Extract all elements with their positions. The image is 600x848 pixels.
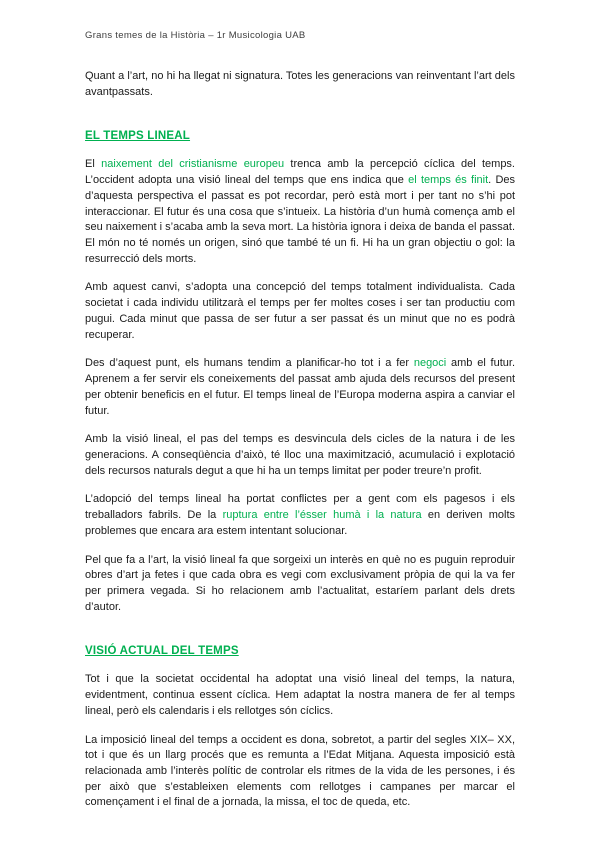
- highlighted-text-run: el temps és finit: [408, 174, 489, 187]
- paragraph: [85, 672, 515, 719]
- text-run: Des d’aquest punt, els humans tendim a planificar-ho tot i a fer: [85, 357, 414, 370]
- text-run: Amb aquest canvi, s’adopta una concepció del temps totalment individualista. Cada societat i cada individu utilitzarà el temps per fer moltes coses i ser tan productiu com pugui. Cada minut que passa de ser futur a ser passat és un minut que no es podrà recuperar.: [85, 281, 515, 341]
- highlighted-text-run: ruptura entre l’ésser humà i la natura: [222, 509, 422, 522]
- paragraph: [85, 553, 515, 616]
- highlighted-text-run: negoci: [413, 357, 447, 370]
- text-run: . Des d’aquesta perspectiva el passat es pot recordar, però està mort i per tant no s’hi pot interaccionar. El futur és una cosa que s’intueix. La història d’un humà comença amb el seu naixement i s’acaba amb la seva mort. La història ignora i deixa de banda el passat. El món no té només un origen, sinó que també té un fi. Hi ha un gran objectiu o gol: la resurrecció dels morts.: [85, 174, 516, 265]
- highlighted-text-run: naixement del cristianisme europeu: [101, 158, 285, 171]
- paragraph: [85, 356, 515, 419]
- paragraph: [85, 280, 515, 343]
- text-run: L’adopció del temps lineal ha portat conflictes per a gent com els pagesos i els treballadors fabrils. De la: [85, 493, 515, 522]
- paragraph: [85, 432, 515, 479]
- text-run: La imposició lineal del temps a occident es dona, sobretot, a partir del segles XIX– XX, tot i que és un llarg procés que es remunta a l’Edat Mitjana. Aquesta imposició està relacionada amb l’interès polític de controlar els ritmes de la vida de les persones, i és per això que s’estableixen elements com rellotges i campanes per marcar el començament i el final de a jornada, la missa, el toc de queda, etc.: [85, 733, 515, 809]
- paragraph: [85, 157, 515, 267]
- text-run: trenca amb la percepció cíclica del temps. L’occident adopta una visió lineal del temps que ens indica que: [85, 158, 515, 187]
- text-run: Amb la visió lineal, el pas del temps es desvincula dels cicles de la natura i de les generacions. A conseqüència d’això, té lloc una maximització, acumulació i explotació dels recursos naturals degut a que hi ha un temps limitat per poder treure’n profit.: [85, 433, 515, 477]
- text-run: Pel que fa a l’art, la visió lineal fa que sorgeixi un interès en què no es puguin reproduir obres d’art ja fetes i que cada obra es vegi com exclusivament pròpia de qui la va fer per primera vegada. Si ho relacionem amb l’actualitat, estaríem parlant dels drets d’autor.: [85, 553, 515, 613]
- section-heading-el-temps-lineal: EL TEMPS LINEAL: [85, 130, 191, 143]
- text-run: amb el futur. Aprenem a fer servir els coneixements del passat amb ajuda dels recursos del present per obtenir beneficis en el futur. El temps lineal de l’Europa moderna aspira a canviar el futur.: [85, 357, 516, 417]
- text-run: Tot i que la societat occidental ha adoptat una visió lineal del temps, la natura, evidentment, continua essent cíclica. Hem adaptat la nostra manera de fer al temps lineal, però els calendaris i els rellotges són cíclics.: [85, 673, 515, 717]
- paragraph: [85, 492, 515, 539]
- paragraph: [85, 733, 515, 812]
- section-heading-visio-actual-del-temps: VISIÓ ACTUAL DEL TEMPS: [85, 645, 239, 658]
- text-run: El: [85, 158, 102, 171]
- intro-paragraph: [85, 69, 515, 100]
- document-header: Grans temes de la Història – 1r Musicologia UAB: [85, 30, 306, 41]
- text-run: en deriven molts problemes que encara ara estem intentant solucionar.: [85, 509, 516, 537]
- text-run: Quant a l’art, no hi ha llegat ni signatura. Totes les generacions van reinventant l’art dels avantpassats.: [85, 70, 515, 98]
